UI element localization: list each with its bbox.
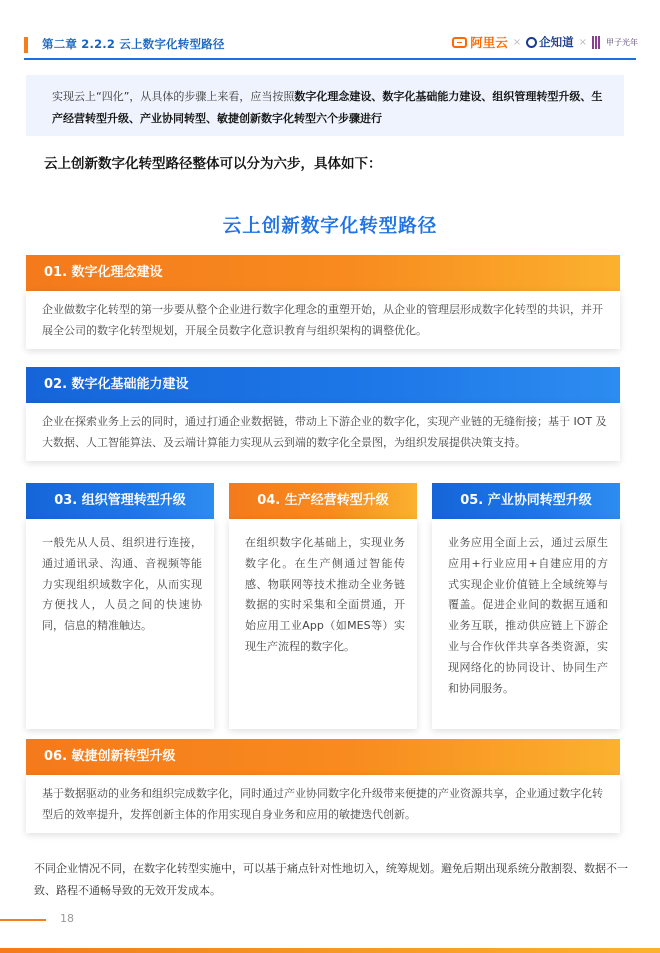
qizhidao-logo-text: 企知道 [539, 35, 574, 49]
step-card-04 [229, 483, 417, 729]
step-card-05 [432, 483, 620, 729]
page-number: 18 [60, 912, 74, 925]
header-accent-bar [24, 37, 28, 53]
qizhidao-icon [526, 37, 537, 48]
step-body-02: 企业在探索业务上云的同时，通过打通企业数据链，带动上下游企业的数字化，实现产业链的无缝衔接；基于 IOT 及大数据、人工智能算法、及云端计算能力实现从云到端的数字化全景图，为组织发展提供决策支持。 [26, 403, 620, 461]
lead-sentence: 云上创新数字化转型路径整体可以分为六步，具体如下： [44, 156, 382, 172]
jiazi-icon [592, 36, 604, 49]
jiazi-logo [592, 36, 638, 49]
page-header [0, 0, 660, 62]
intro-bold-text: 数字化理念建设、数字化基础能力建设、组织管理转型升级、生产经营转型升级、产业协同转型、敏捷创新数字化转型六个步骤进行 [52, 90, 603, 125]
intro-box [26, 75, 624, 136]
step-body-04: 在组织数字化基础上，实现业务数字化。在生产侧通过智能传感、物联网等技术推动全业务链数据的实时采集和全面贯通，开始应用工业App（如MES等）实现生产流程的数字化。 [229, 519, 417, 729]
header-divider [24, 58, 636, 60]
step-title-01: 01. 数字化理念建设 [26, 255, 620, 291]
partner-logos [452, 33, 638, 51]
page-number-rule [0, 919, 46, 921]
step-title-03: 03. 组织管理转型升级 [26, 483, 214, 519]
step-body-06: 基于数据驱动的业务和组织完成数字化，同时通过产业协同数字化升级带来便捷的产业资源共享，企业通过数字化转型后的效率提升，发挥创新主体的作用实现自身业务和应用的敏捷迭代创新。 [26, 775, 620, 833]
chapter-title: 第二章 2.2.2 云上数字化转型路径 [42, 37, 225, 51]
step-title-05: 05. 产业协同转型升级 [432, 483, 620, 519]
step-title-02: 02. 数字化基础能力建设 [26, 367, 620, 403]
closing-note: 不同企业情况不同，在数字化转型实施中，可以基于痛点针对性地切入，统筹规划。避免后期出现系统分散割裂、数据不一致、路程不通畅导致的无效开发成本。 [34, 862, 628, 897]
bottom-accent-bar [0, 948, 660, 953]
logo-separator-icon: × [578, 36, 587, 48]
step-title-06: 06. 敏捷创新转型升级 [26, 739, 620, 775]
step-card-06 [26, 739, 620, 833]
intro-text: 实现云上“四化”，从具体的步骤上来看，应当按照 [52, 90, 295, 103]
aliyun-logo [452, 33, 508, 51]
step-title-04: 04. 生产经营转型升级 [229, 483, 417, 519]
step-body-03: 一般先从人员、组织进行连接，通过通讯录、沟通、音视频等能力实现组织域数字化，从而实现方便找人，人员之间的快速协同，信息的精准触达。 [26, 519, 214, 729]
step-card-03 [26, 483, 214, 729]
aliyun-logo-text: 阿里云 [470, 35, 508, 50]
section-title: 云上创新数字化转型路径 [222, 216, 438, 237]
step-body-01: 企业做数字化转型的第一步要从整个企业进行数字化理念的重塑开始，从企业的管理层形成数字化转型的共识，并开展全公司的数字化转型规划，开展全员数字化意识教育与组织架构的调整优化。 [26, 291, 620, 349]
aliyun-icon [452, 37, 467, 48]
step-card-02 [26, 367, 620, 461]
jiazi-logo-text: 甲子光年 [606, 37, 638, 47]
logo-separator-icon: × [512, 36, 522, 48]
step-body-05: 业务应用全面上云，通过云原生应用+行业应用+自建应用的方式实现企业价值链上全域统筹与覆盖。促进企业间的数据互通和业务互联，推动供应链上下游企业与合作伙伴共享各类资源，实现网络化的协同设计、协同生产和协同服务。 [432, 519, 620, 729]
step-card-01 [26, 255, 620, 349]
qizhidao-logo [526, 34, 574, 50]
